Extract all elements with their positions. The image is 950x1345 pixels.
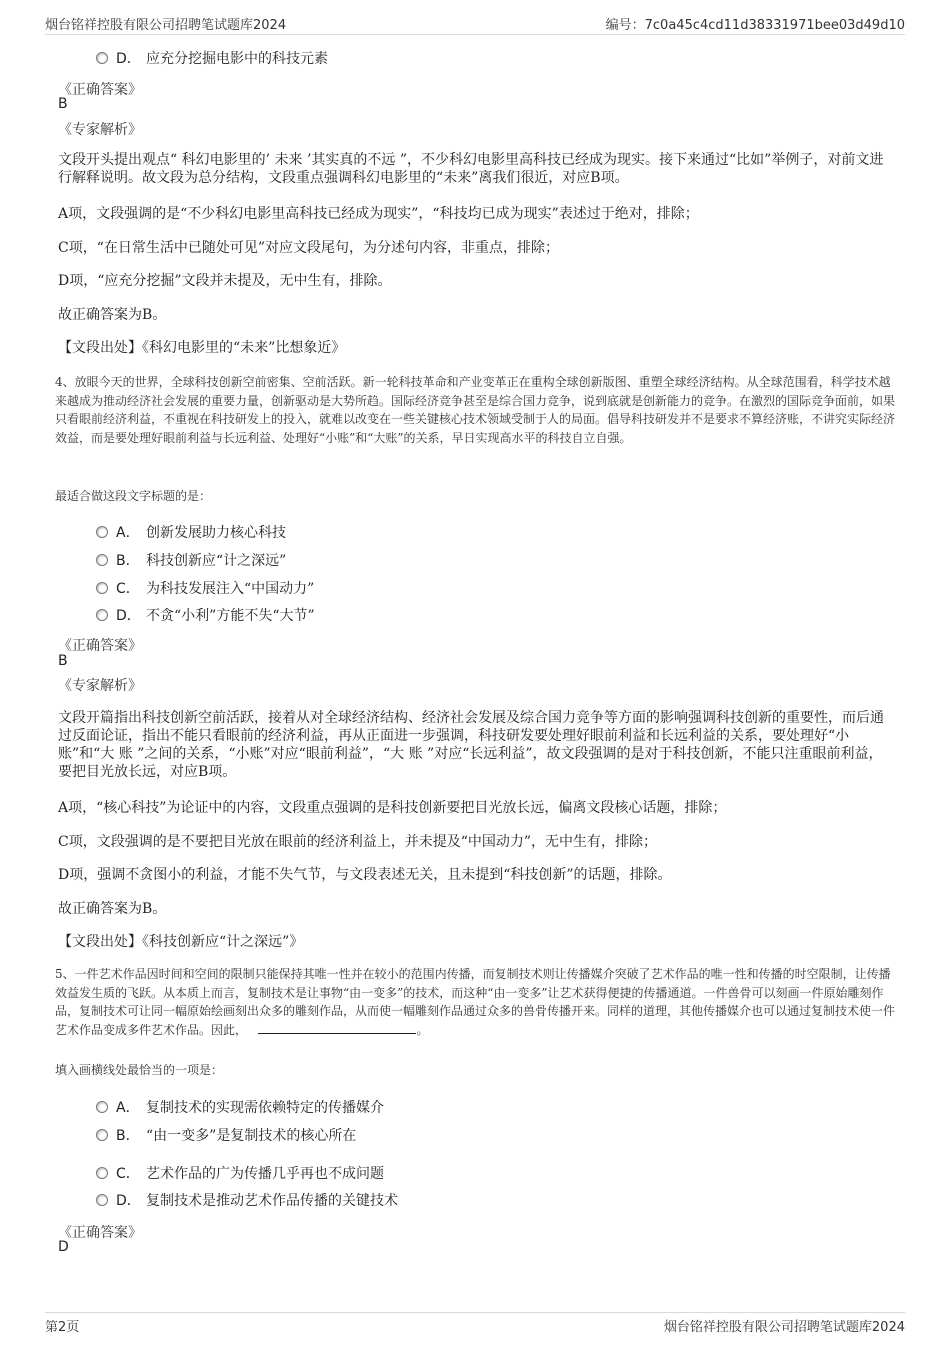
radio-icon[interactable]	[96, 1129, 108, 1141]
answer-value: B	[58, 653, 68, 669]
radio-icon[interactable]	[96, 1194, 108, 1206]
question-4-prompt: 最适合做这段文字标题的是：	[55, 489, 212, 503]
question-4-text: 4、放眼今天的世界，全球科技创新空前密集、空前活跃。新一轮科技革命和产业变革正在重构全球创新版图、重塑全球经济结构。从全球范围看，科学技术越来越成为推动经济社会发展的重要力量，创新驱动是大势所趋。国际经济竞争甚至是综合国力竞争，说到底就是创新能力的竞争。在激烈的国际竞争面前，如果只看眼前经济利益，不重视在科技研发上的投入，就难以改变在一些关键核心技术领域受制于人的局面。倡导科技研发并不是要求不算经济账，不讲究实际经济效益，而是要处理好眼前利益与长远利益、处理好“小账”和“大账”的关系，早日实现高水平的科技自立自强。	[55, 375, 896, 445]
document-id: 编号：7c0a45c4cd11d38331971bee03d49d10	[605, 18, 905, 33]
radio-icon[interactable]	[96, 609, 108, 621]
source: 【文段出处】《科幻电影里的“未来”比想象近》	[58, 340, 346, 356]
answer-value: D	[58, 1239, 69, 1255]
analysis-item-d: D项，“应充分挖掘”文段并未提及，无中生有，排除。	[58, 273, 392, 289]
source: 【文段出处】《科技创新应“计之深远”》	[58, 934, 304, 950]
footer-title: 烟台铭祥控股有限公司招聘笔试题库2024	[663, 1320, 905, 1335]
q5-option-a[interactable]: A． 复制技术的实现需依赖特定的传播媒介	[96, 1097, 384, 1117]
conclusion: 故正确答案为B。	[58, 901, 167, 917]
page-header	[45, 14, 905, 35]
analysis-item-c: C项，文段强调的是不要把目光放在眼前的经济利益上，并未提及“中国动力”，无中生有，排除；	[58, 834, 658, 850]
answer-blank	[258, 1023, 416, 1034]
q4-option-c[interactable]: C． 为科技发展注入“中国动力”	[96, 578, 314, 598]
answer-label: 《正确答案》	[58, 638, 142, 654]
analysis-label: 《专家解析》	[58, 678, 142, 694]
q4-option-b[interactable]: B． 科技创新应“计之深远”	[96, 550, 286, 570]
q5-option-b[interactable]: B． “由一变多”是复制技术的核心所在	[96, 1125, 356, 1145]
q5-option-c[interactable]: C． 艺术作品的广为传播几乎再也不成问题	[96, 1163, 384, 1183]
radio-icon[interactable]	[96, 554, 108, 566]
answer-label: 《正确答案》	[58, 82, 142, 98]
radio-icon[interactable]	[96, 1101, 108, 1113]
analysis-item-a: A项，“核心科技”为论证中的内容，文段重点强调的是科技创新要把目光放长远，偏离文段核心话题，排除；	[58, 800, 727, 816]
q4-option-d[interactable]: D． 不贪“小利”方能不失“大节”	[96, 605, 315, 625]
answer-label: 《正确答案》	[58, 1225, 142, 1241]
analysis-item-a: A项，文段强调的是“不少科幻电影里高科技已经成为现实”，“科技均已成为现实”表述过于绝对，排除；	[58, 206, 699, 222]
radio-icon[interactable]	[96, 582, 108, 594]
answer-value: B	[58, 96, 68, 112]
q3-option-d[interactable]: D． 应充分挖掘电影中的科技元素	[96, 48, 328, 68]
q5-option-d[interactable]: D． 复制技术是推动艺术作品传播的关键技术	[96, 1190, 398, 1210]
radio-icon[interactable]	[96, 526, 108, 538]
page-footer	[45, 1312, 905, 1335]
q4-option-a[interactable]: A． 创新发展助力核心科技	[96, 522, 286, 542]
analysis-text: 文段开篇指出科技创新空前活跃，接着从对全球经济结构、经济社会发展及综合国力竞争等方面的影响强调科技创新的重要性，而后通过反面论证，指出不能只看眼前的经济利益，再从正面进一步强调，科技研发要处理好眼前利益和长远利益的关系，要处理好“小账”和“大 账 ”之间的关系，“小账”对应“眼前利益”，“大 账 ”对应“长远利益”，故文段强调的是对于科技创新，不能只注重眼前利益，要把目光放长远，对应B项。	[58, 710, 884, 780]
radio-icon[interactable]	[96, 1167, 108, 1179]
conclusion: 故正确答案为B。	[58, 307, 167, 323]
analysis-text: 文段开头提出观点“ 科幻电影里的’ 未来 ’其实真的不远 ”，不少科幻电影里高科技已经成为现实。接下来通过“比如”举例子，对前文进行解释说明。故文段为总分结构，文段重点强调科幻电影里的“未来”离我们很近，对应B项。	[58, 152, 884, 186]
radio-icon[interactable]	[96, 52, 108, 64]
analysis-item-d: D项，强调不贪图小的利益，才能不失气节，与文段表述无关，且未提到“科技创新”的话题，排除。	[58, 867, 672, 883]
analysis-item-c: C项，“在日常生活中已随处可见”对应文段尾句，为分述句内容，非重点，排除；	[58, 240, 560, 256]
question-5-prompt: 填入画横线处最恰当的一项是：	[55, 1063, 224, 1077]
header-title: 烟台铭祥控股有限公司招聘笔试题库2024	[45, 18, 287, 33]
analysis-label: 《专家解析》	[58, 122, 142, 138]
page-number: 第2页	[45, 1320, 80, 1335]
question-5-text: 5、一件艺术作品因时间和空间的限制只能保持其唯一性并在较小的范围内传播，而复制技术则让传播媒介突破了艺术作品的唯一性和传播的时空限制，让传播效益发生质的飞跃。从本质上而言，复制技术是让事物“由一变多”的技术，而这种“由一变多”让艺术获得便捷的传播通道。一件兽骨可以刻画一件原始雕刻作品，复制技术可让同一幅原始绘画刻出众多的雕刻作品，从而使一幅雕刻作品通过众多的兽骨传播开来。同样的道理，其他传播媒介也可以通过复制技术使一件艺术作品变成多件艺术作品。因此， 。	[55, 967, 896, 1037]
